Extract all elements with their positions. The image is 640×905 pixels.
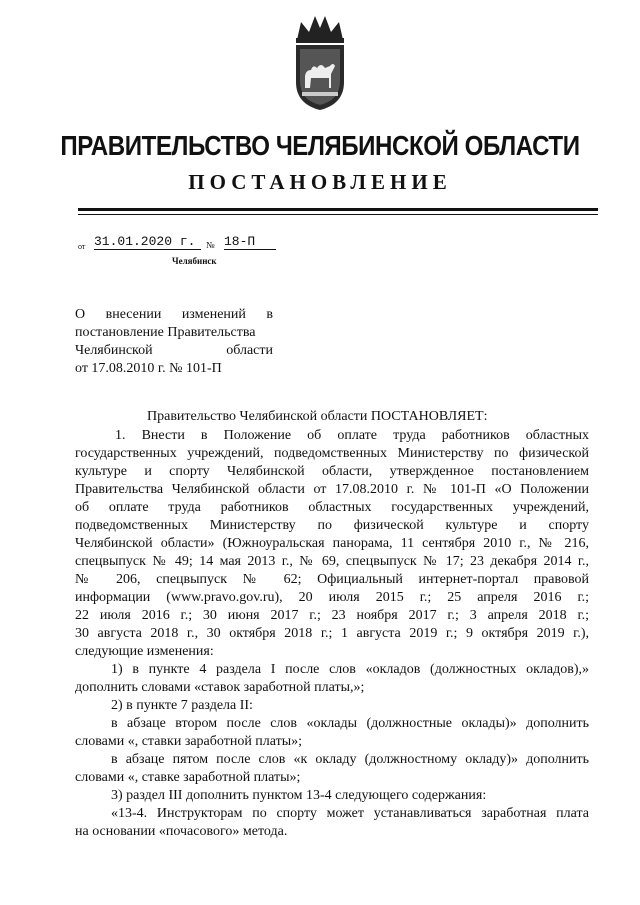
paragraph-line: 3) раздел III дополнить пунктом 13-4 следующего содержания: [111,788,487,803]
document-subject [75,306,273,378]
subitem-1-paragraph [75,661,589,697]
paragraph-line: следующие изменения: [75,644,214,659]
chelyabinsk-coat-of-arms-icon [287,12,353,112]
subitem-2-heading [75,697,589,715]
subject-line: от 17.08.2010 г. № 101-П [75,361,222,376]
paragraph-line: 1. Внести в Положение об оплате труда работников областных [115,428,589,443]
paragraph-line: в абзаце пятом после слов «к окладу (должностному окладу)» дополнить [111,752,589,767]
subject-line: О внесении изменений в [75,307,273,322]
quoted-clause-paragraph [75,805,589,841]
paragraph-line: культуре и спорту Челябинской области, утвержденное постановлением [75,464,589,479]
paragraph-line: Челябинской области» (Южноуральская панорама, 11 сентября 2010 г., № 216, [75,536,589,551]
number-sign: № [206,240,215,250]
paragraph-line: в абзаце втором после слов «оклады (должностные оклады)» дополнить [111,716,589,731]
paragraph-line: Правительства Челябинской области от 17.08.2010 г. № 101-П «О Положении [75,482,589,497]
paragraph-line: 2) в пункте 7 раздела II: [111,698,253,713]
paragraph-line: дополнить словами «ставок заработной платы,»; [75,680,365,695]
document-number: 18-П [224,234,276,250]
item-1-paragraph [75,427,589,661]
resolution-intro: Правительство Челябинской области ПОСТАНОВЛЯЕТ: [147,409,488,424]
subject-line: Челябинской области [75,343,273,358]
paragraph-line: 30 августа 2018 г., 30 октября 2018 г.; 1 августа 2019 г.; 9 октября 2019 г.), [75,626,589,641]
paragraph-line: подведомственных Министерству по физической культуре и спорту [75,518,589,533]
document-type-title: ПОСТАНОВЛЕНИЕ [188,170,452,194]
registration-line [76,234,376,254]
header-rule-thin [78,214,598,215]
subitem-2a-paragraph [75,715,589,751]
city-label: Челябинск [172,256,217,266]
paragraph-line: спецвыпуск № 49; 14 мая 2013 г., № 69, спецвыпуск № 17; 23 декабря 2014 г., [75,554,589,569]
paragraph-line: словами «, ставке заработной платы»; [75,770,301,785]
government-title: ПРАВИТЕЛЬСТВО ЧЕЛЯБИНСКОЙ ОБЛАСТИ [60,130,580,161]
paragraph-line: 1) в пункте 4 раздела I после слов «окладов (должностных окладов),» [111,662,589,677]
paragraph-line: об оплате труда работников областных государственных учреждений, [75,500,589,515]
header-rule-thick [78,208,598,211]
paragraph-line: на основании «почасового» метода. [75,824,288,839]
subitem-2b-paragraph [75,751,589,787]
document-date: 31.01.2020 г. [94,234,201,250]
paragraph-line: № 206, спецвыпуск № 62; Официальный интернет-портал правовой [75,572,589,587]
subitem-3-heading [75,787,589,805]
from-label: от [78,242,86,251]
subject-line: постановление Правительства [75,325,256,340]
paragraph-line: государственных учреждений, подведомственных Министерству по физической [75,446,589,461]
paragraph-line: словами «, ставки заработной платы»; [75,734,303,749]
paragraph-line: «13-4. Инструкторам по спорту может устанавливаться заработная плата [111,806,589,821]
paragraph-line: информации (www.pravo.gov.ru), 20 июля 2015 г.; 25 апреля 2016 г.; [75,590,589,605]
paragraph-line: 22 июля 2016 г.; 30 июня 2017 г.; 23 ноября 2017 г.; 3 апреля 2018 г.; [75,608,589,623]
